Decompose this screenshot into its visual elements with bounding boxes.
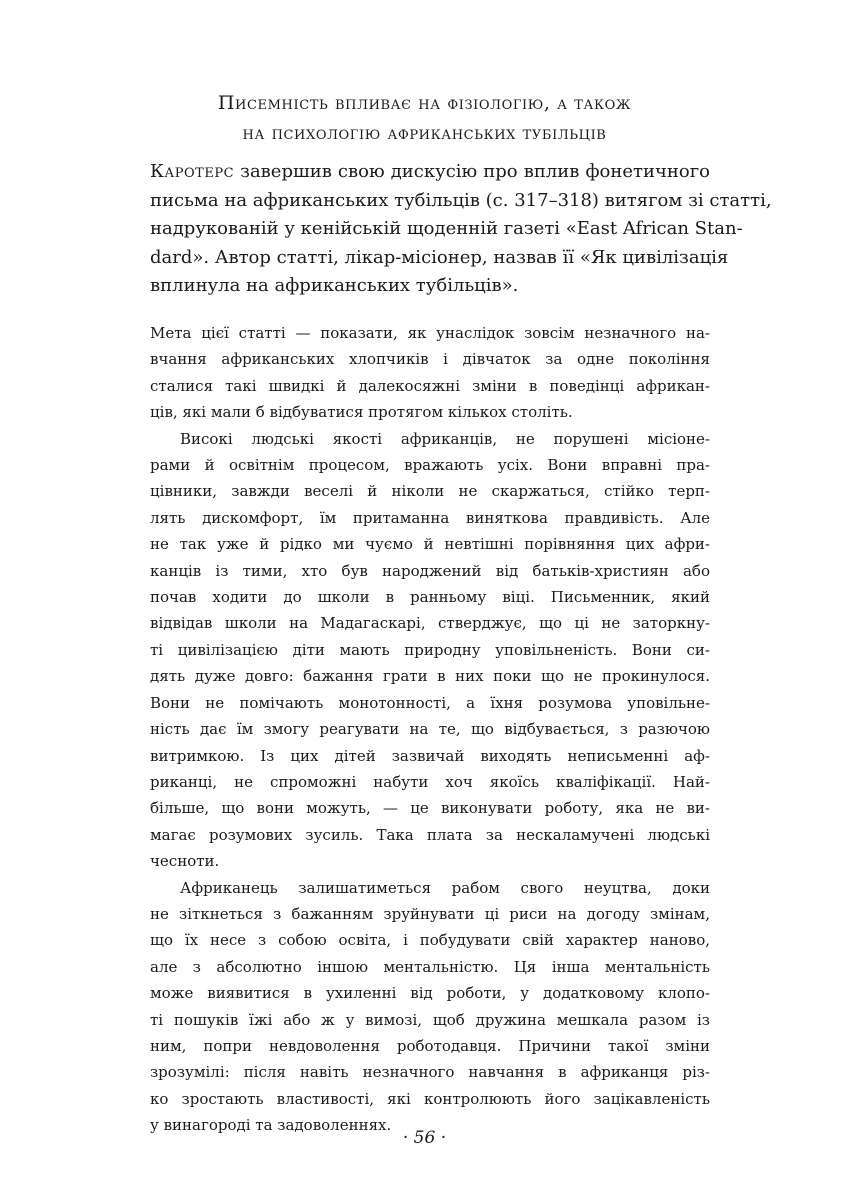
text-line: ко зростають властивості, які контролюють його зацікавленість — [150, 1089, 710, 1108]
text-line: ців, які мали б відбуватися протягом кількох століть. — [150, 403, 573, 422]
text-line: магає розумових зусиль. Така плата за нескаламучені людські — [150, 825, 710, 844]
text-line: лять дискомфорт, їм притаманна виняткова правдивість. Але — [150, 508, 710, 527]
text-line: ті пошуків їжі або ж у вимозі, щоб дружина мешкала разом із — [150, 1010, 710, 1029]
text-line: Африканець залишатиметься рабом свого неуцтва, доки — [180, 878, 710, 897]
text-line: може виявитися в ухиленні від роботи, у додатковому клопо- — [150, 984, 710, 1003]
intro-paragraph — [150, 158, 772, 301]
text-line: не зіткнеться з бажанням зруйнувати ці риси на догоду змінам, — [150, 904, 710, 923]
section-heading — [80, 88, 769, 148]
text-line: Вони не помічають монотонності, а їхня розумова уповільне- — [150, 693, 710, 712]
text-line — [150, 158, 710, 187]
lead-word: Каротерс — [150, 161, 235, 182]
text-line: зрозумілі: після навіть незначного навчання в африканця різ- — [150, 1063, 710, 1082]
text-line: ність дає їм змогу реагувати на те, що відбувається, з разючою — [150, 720, 710, 739]
block-quote — [150, 320, 710, 1139]
text-line: канців із тими, хто був народжений від батьків-християн або — [150, 561, 710, 580]
text-line: цівники, завжди веселі й ніколи не скаржаться, стійко терп- — [150, 482, 710, 501]
text-line: але з абсолютно іншою ментальністю. Ця інша ментальність — [150, 957, 710, 976]
text-line: сталися такі швидкі й далекосяжні зміни в поведінці африкан- — [150, 376, 710, 395]
text-line: відвідав школи на Мадагаскарі, стверджує, що ці не заторкну- — [150, 614, 710, 633]
text-line: письма на африканських тубільців (с. 317–318) витягом зі статті, — [150, 189, 772, 211]
heading-line: Писемність впливає на фізіологію, а також — [217, 92, 632, 114]
text-line: у винагороді та задоволеннях. — [150, 1116, 392, 1135]
text-line: Високі людські якості африканців, не порушені місіоне- — [180, 429, 710, 448]
text-line: витримкою. Із цих дітей зазвичай виходять неписьменні аф- — [150, 746, 710, 765]
text-line: надрукованій у кенійській щоденній газеті «East African Stan- — [150, 218, 743, 239]
heading-line: на психологію африканських тубільців — [242, 122, 607, 144]
text-line: ті цивілізацією діти мають природну уповільненість. Вони си- — [150, 640, 710, 659]
quote-paragraph — [150, 875, 710, 1139]
quote-paragraph — [150, 426, 710, 875]
text-line: дять дуже довго: бажання грати в них поки що не прокинулося. — [150, 667, 710, 686]
text-line: dard». Автор статті, лікар-місіонер, назвав її «Як цивілізація — [150, 246, 729, 268]
text-line: рами й освітнім процесом, вражають усіх. Вони вправні пра- — [150, 456, 710, 475]
page-number: · 56 · — [402, 1128, 447, 1148]
text-line: вплинула на африканських тубільців». — [150, 275, 519, 296]
text-line: почав ходити до школи в ранньому віці. Письменник, який — [150, 588, 710, 607]
text-line: більше, що вони можуть, — це виконувати роботу, яка не ви- — [150, 799, 710, 818]
text-fragment: завершив свою дискусію про вплив фонетичного — [240, 161, 710, 182]
text-line: ним, попри невдоволення роботодавця. Причини такої зміни — [150, 1036, 710, 1055]
text-line: риканці, не спроможні набути хоч якоїсь кваліфікації. Най- — [150, 772, 710, 791]
text-line: що їх несе з собою освіта, і побудувати свій характер наново, — [150, 931, 710, 950]
text-line: Мета цієї статті — показати, як унаслідок зовсім незначного на- — [150, 324, 710, 342]
text-line: вчання африканських хлопчиків і дівчаток за одне покоління — [150, 350, 710, 369]
text-line: не так уже й рідко ми чуємо й невтішні порівняння цих афри- — [150, 535, 710, 554]
quote-paragraph — [150, 320, 710, 426]
text-line: чесноти. — [150, 852, 220, 871]
